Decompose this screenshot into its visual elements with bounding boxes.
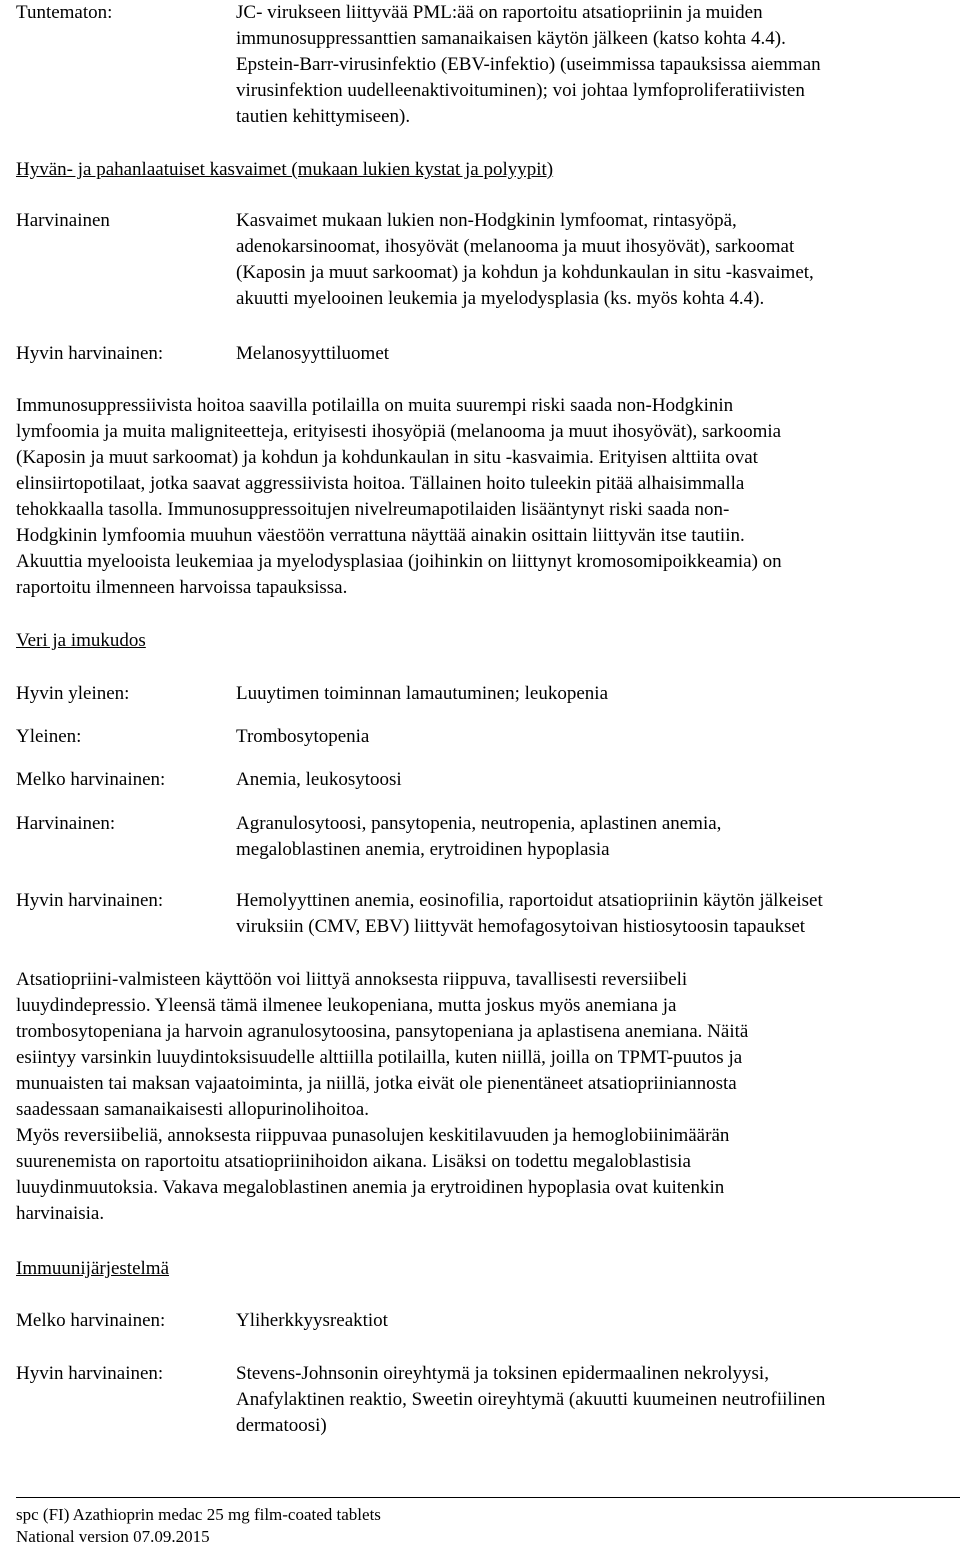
text-line: akuutti myelooinen leukemia ja myelodysplasia (ks. myös kohta 4.4). [236,288,765,309]
text-line: Stevens-Johnsonin oireyhtymä ja toksinen epidermaalinen nekrolyysi, [236,1363,769,1384]
text-line: luuydinmuutoksia. Vakava megaloblastinen anemia ja erytroidinen hypoplasia ovat kuitenkin [16,1177,725,1198]
text-line: luuydindepressio. Yleensä tämä ilmenee leukopeniana, mutta joskus myös anemiana ja [16,995,677,1016]
blood-very-rare-text [236,888,948,940]
rare-neoplasms-text [236,208,948,312]
text-line: Atsatiopriini-valmisteen käyttöön voi liittyä annoksesta riippuva, tavallisesti reversiibeli [16,969,688,990]
blood-paragraph [16,967,948,1227]
footer-divider [16,1497,960,1498]
blood-very-common-text: Luuytimen toiminnan lamautuminen; leukopenia [236,683,609,704]
text-line: Epstein-Barr-virusinfektio (EBV-infektio) (useimmissa tapauksissa aiemman [236,54,821,75]
immune-uncommon-text: Yliherkkyysreaktiot [236,1310,388,1331]
immune-very-rare-text [236,1361,948,1439]
text-line: virusinfektion uudelleenaktivoituminen); voi johtaa lymfoproliferatiivisten [236,80,805,101]
text-line: tehokkaalla tasolla. Immunosuppressoitujen nivelreumapotilaiden lisääntynyt riski saada non- [16,499,730,520]
frequency-label-very-rare: Hyvin harvinainen: [16,1363,164,1384]
frequency-label-common: Yleinen: [16,726,82,747]
frequency-label-very-rare: Hyvin harvinainen: [16,343,164,364]
section-heading-text: Immuunijärjestelmä [16,1258,170,1279]
unknown-effects-text [236,0,948,130]
text-line: JC- virukseen liittyvää PML:ää on raportoitu atsatiopriinin ja muiden [236,2,763,23]
text-line: viruksiin (CMV, EBV) liittyvät hemofagosytoivan histiosytoosin tapaukset [236,916,806,937]
very-rare-neoplasms-text: Melanosyyttiluomet [236,343,390,364]
text-line: Hemolyyttinen anemia, eosinofilia, raportoidut atsatiopriinin käytön jälkeiset [236,890,823,911]
text-line: elinsiirtopotilaat, jotka saavat aggressiivista hoitoa. Tällainen hoito tuleekin pitää alhaisimmalla [16,473,745,494]
text-line: Myös reversiibeliä, annoksesta riippuvaa punasolujen keskitilavuuden ja hemoglobiinimäärän [16,1125,730,1146]
text-line: suurenemista on raportoitu atsatiopriinihoidon aikana. Lisäksi on todettu megaloblastisia [16,1151,691,1172]
text-line: harvinaisia. [16,1203,105,1224]
text-line: immunosuppressanttien samanaikaisen käytön jälkeen (katso kohta 4.4). [236,28,786,49]
frequency-label-rare: Harvinainen: [16,813,116,834]
text-line: saadessaan samanaikaisesti allopurinolihoitoa. [16,1099,369,1120]
text-line: (Kaposin ja muut sarkoomat) ja kohdun ja kohdunkaulan in situ -kasvaimet, [236,262,814,283]
text-line: trombosytopeniana ja harvoin agranulosytoosina, pansytopeniana ja aplastisena anemiana. Näitä [16,1021,749,1042]
blood-rare-text [236,811,948,863]
text-line: Agranulosytoosi, pansytopenia, neutropenia, aplastinen anemia, [236,813,722,834]
section-heading-neoplasms: Hyvän- ja pahanlaatuiset kasvaimet (mukaan lukien kystat ja polyypit) [16,159,554,180]
text-line: lymfoomia ja muita maligniteetteja, erityisesti ihosyöpiä (melanooma ja muut ihosyövät), sarkoomia [16,421,782,442]
blood-common-text: Trombosytopenia [236,726,370,747]
text-line: megaloblastinen anemia, erytroidinen hypoplasia [236,839,610,860]
text-line: raportoitu ilmenneen harvoissa tapauksissa. [16,577,348,598]
section-heading-immune [16,1256,948,1282]
text-line: Anafylaktinen reaktio, Sweetin oireyhtymä (akuutti kuumeinen neutrofiilinen [236,1389,826,1410]
blood-uncommon-text: Anemia, leukosytoosi [236,769,402,790]
neoplasms-paragraph [16,393,948,601]
frequency-label-very-rare: Hyvin harvinainen: [16,890,164,911]
frequency-label-unknown: Tuntematon: [16,2,113,23]
footer-version: National version 07.09.2015 [16,1527,210,1546]
text-line: esiintyy varsinkin luuydintoksisuudelle alttiilla potilailla, kuten niillä, joilla on TPMT-puutos ja [16,1047,743,1068]
text-line: adenokarsinoomat, ihosyövät (melanooma ja muut ihosyövät), sarkoomat [236,236,795,257]
text-line: munuaisten tai maksan vajaatoiminta, ja niillä, jotka eivät ole pienentäneet atsatiopriiniannosta [16,1073,737,1094]
text-line: dermatoosi) [236,1415,327,1436]
frequency-label-very-common: Hyvin yleinen: [16,683,130,704]
frequency-label-rare: Harvinainen [16,210,110,231]
section-heading-blood [16,628,948,654]
footer-product-name: spc (FI) Azathioprin medac 25 mg film-coated tablets [16,1505,381,1524]
section-heading-text: Veri ja imukudos [16,630,146,651]
text-line: Akuuttia myelooista leukemiaa ja myelodysplasiaa (joihinkin on liittynyt kromosomipoikkeamia) on [16,551,782,572]
text-line: Hodgkinin lymfoomia muuhun väestöön verrattuna näyttää ainakin osittain liittyvän itse tautiin. [16,525,745,546]
text-line: (Kaposin ja muut sarkoomat) ja kohdun ja kohdunkaulan in situ -kasvaimia. Erityisen alttiita ovat [16,447,758,468]
frequency-label-uncommon: Melko harvinainen: [16,769,166,790]
text-line: Kasvaimet mukaan lukien non-Hodgkinin lymfoomat, rintasyöpä, [236,210,737,231]
frequency-label-uncommon: Melko harvinainen: [16,1310,166,1331]
text-line: Immunosuppressiivista hoitoa saavilla potilailla on muita suurempi riski saada non-Hodgkinin [16,395,734,416]
text-line: tautien kehittymiseen). [236,106,411,127]
